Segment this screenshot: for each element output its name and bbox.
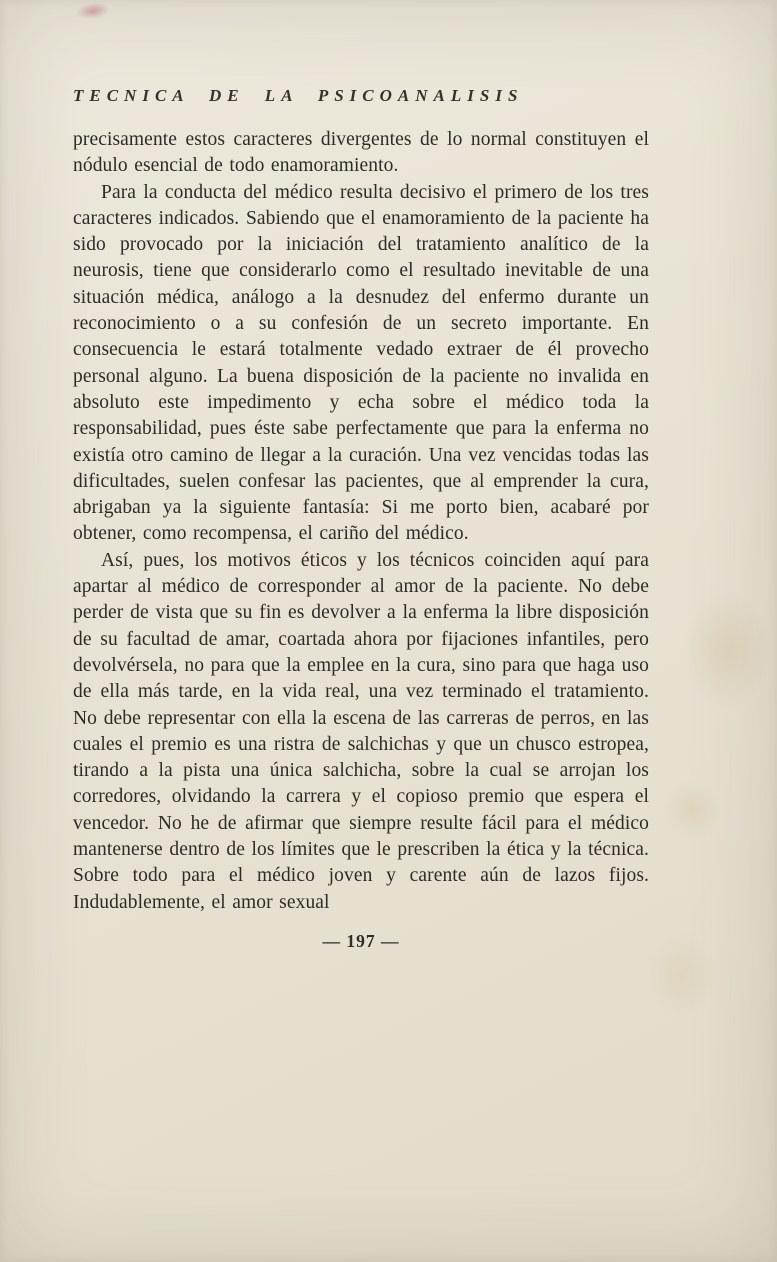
paragraph: Para la conducta del médico resulta decisivo el primero de los tres caracteres indicados. Sabiendo que el enamoramiento de la paciente ha sido provocado por la iniciación del tratamiento analítico de la neurosis, tiene que considerarlo como el resultado inevitable de una situación médica, análogo a la desnudez del enfermo durante un reconocimiento o a su confesión de un secreto importante. En consecuencia le estará totalmente vedado extraer de él provecho personal alguno. La buena disposición de la paciente no invalida en absoluto este impedimento y echa sobre el médico toda la responsabilidad, pues éste sabe perfectamente que para la enferma no existía otro camino de llegar a la curación. Una vez vencidas todas las dificultades, suelen confesar las pacientes, que al emprender la cura, abrigaban ya la siguiente fantasía: Si me porto bien, acabaré por obtener, como recompensa, el cariño del médico.	[73, 181, 649, 545]
paragraph: Así, pues, los motivos éticos y los técnicos coinciden aquí para apartar al médico de corresponder al amor de la paciente. No debe perder de vista que su fin es devolver a la enferma la libre disposición de su facultad de amar, coartada ahora por fijaciones infantiles, pero devolvérsela, no para que la emplee en la cura, sino para que haga uso de ella más tarde, en la vida real, una vez terminado el tratamiento. No debe representar con ella la escena de las carreras de perros, en las cuales el premio es una ristra de salchichas y que un chusco estropea, tirando a la pista una única salchicha, sobre la cual se arrojan los corredores, olvidando la carrera y el copioso premio que espera el vencedor. No he de afirmar que siempre resulte fácil para el médico mantenerse dentro de los límites que le prescriben la ética y la técnica. Sobre todo para el médico joven y carente aún de lazos fijos. Indudablemente, el amor sexual	[73, 549, 649, 913]
running-header: TECNICA DE LA PSICOANALISIS	[73, 86, 524, 105]
text-block	[73, 127, 649, 916]
page-number: — 197 —	[322, 930, 400, 951]
paper-stain	[683, 590, 773, 710]
corner-mark	[75, 1, 111, 22]
paper-stain	[647, 930, 717, 1020]
paper-stain	[662, 780, 722, 840]
paragraph-continuation: precisamente estos caracteres divergentes de lo normal constituyen el nódulo esencial de todo enamoramiento.	[73, 129, 649, 177]
